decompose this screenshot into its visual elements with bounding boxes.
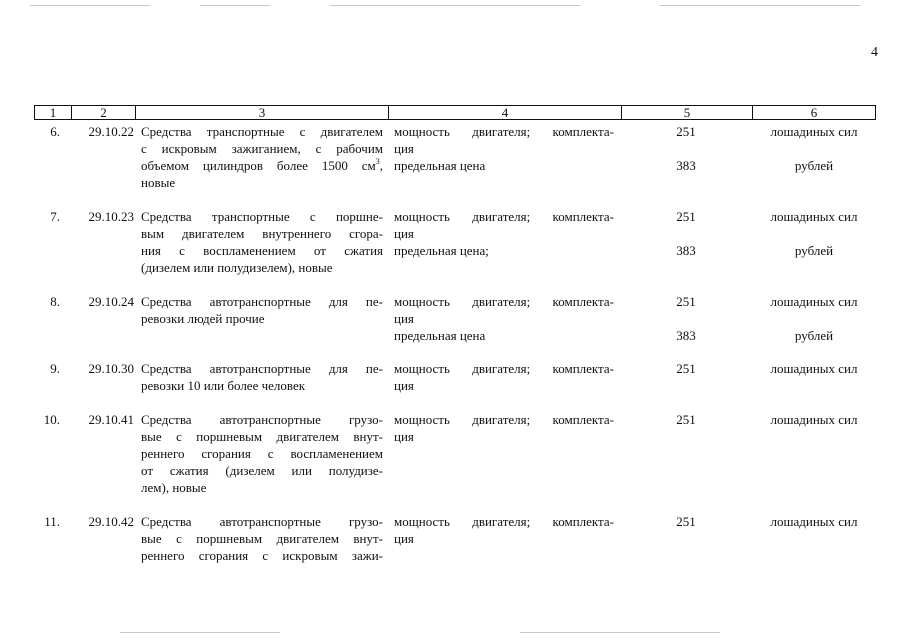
row-number: 9. xyxy=(50,361,60,376)
unit: лошадиных сил xyxy=(770,361,858,376)
row-number: 8. xyxy=(50,294,60,309)
scan-artifact xyxy=(520,632,720,633)
page-number: 4 xyxy=(871,45,878,60)
okpd-code: 29.10.22 xyxy=(88,124,134,139)
col-3-header: 3 xyxy=(136,106,389,120)
unit: лошадиных сил xyxy=(770,514,858,529)
characteristics: мощность двигателя; комплекта- ция xyxy=(394,361,614,393)
scan-artifact xyxy=(200,5,270,6)
unit: лошадиных сил рублей xyxy=(770,294,858,343)
column-number-header xyxy=(34,105,876,120)
okpd-code: 29.10.30 xyxy=(88,361,134,376)
okpd-code: 29.10.42 xyxy=(88,514,134,529)
col-6-header: 6 xyxy=(753,106,876,120)
okpd-code: 29.10.23 xyxy=(88,209,134,224)
value: 251 xyxy=(676,412,696,427)
row-number: 11. xyxy=(44,514,60,529)
characteristics: мощность двигателя; комплекта- ция предельная цена; xyxy=(394,209,614,258)
value: 251 383 xyxy=(676,209,696,258)
characteristics: мощность двигателя; комплекта- ция xyxy=(394,412,614,444)
col-1-header: 1 xyxy=(35,106,72,120)
row-number: 7. xyxy=(50,209,60,224)
okpd-code: 29.10.41 xyxy=(88,412,134,427)
value: 251 xyxy=(676,361,696,376)
product-name: Средства транспортные с поршне- вым двигателем внутреннего сгора- ния с воспламенением от сжатия (дизелем или полудизелем), новые xyxy=(141,209,383,275)
value: 251 xyxy=(676,514,696,529)
scan-artifact xyxy=(120,632,280,633)
product-name: Средства автотранспортные грузо- вые с поршневым двигателем внут- реннего сгорания с искровым зажи- xyxy=(141,514,383,563)
scan-artifact xyxy=(30,5,150,6)
characteristics: мощность двигателя; комплекта- ция предельная цена xyxy=(394,294,614,343)
col-2-header: 2 xyxy=(72,106,136,120)
characteristics: мощность двигателя; комплекта- ция предельная цена xyxy=(394,124,614,173)
okpd-code: 29.10.24 xyxy=(88,294,134,309)
product-name: Средства транспортные с двигателем с искровым зажиганием, с рабочим объемом цилиндров более 1500 $см^3$, новые xyxy=(141,124,383,190)
scan-artifact xyxy=(330,5,580,6)
row-number: 10. xyxy=(43,412,60,427)
characteristics: мощность двигателя; комплекта- ция xyxy=(394,514,614,546)
product-name: Средства автотранспортные для пе- ревозки 10 или более человек xyxy=(141,361,383,393)
value: 251 383 xyxy=(676,124,696,173)
unit: лошадиных сил рублей xyxy=(770,124,858,173)
row-number: 6. xyxy=(50,124,60,139)
scan-artifact xyxy=(660,5,860,6)
unit: лошадиных сил рублей xyxy=(770,209,858,258)
product-name: Средства автотранспортные для пе- ревозки людей прочие xyxy=(141,294,383,326)
unit: лошадиных сил xyxy=(770,412,858,427)
product-name: Средства автотранспортные грузо- вые с поршневым двигателем внут- реннего сгорания с воспламенением от сжатия (дизелем или полудизе- лем), новые xyxy=(141,412,383,495)
value: 251 383 xyxy=(676,294,696,343)
col-4-header: 4 xyxy=(389,106,622,120)
col-5-header: 5 xyxy=(622,106,753,120)
